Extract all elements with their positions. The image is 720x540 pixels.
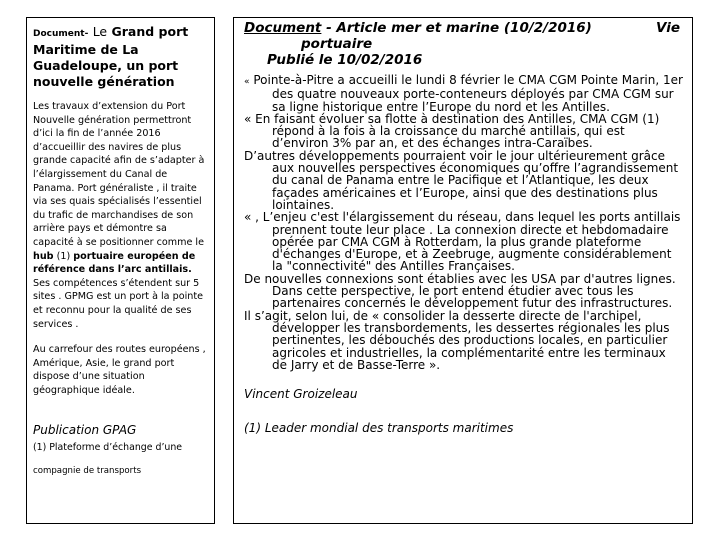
article-paragraph-3: D’autres développements pourraient voir le jour ultérieurement grâce aux nouvelles perspectives économiques qu’offre l’agrandissement du canal de Panama entre le Pacifique et l’Atlantique, les deux façades américaines et l’Europe, ainsi que des destinations plus lointaines. (244, 148, 679, 212)
hub-bold-text: portuaire européen de référence dans l’arc antillais. (33, 250, 196, 276)
left-para1-tail: Ses compétences s’étendent sur 5 sites . GPMG est un port à la pointe et reconnu pour la qualité de ses services . (33, 277, 203, 330)
left-para1-text: Les travaux d’extension du Port Nouvelle génération permettront d’ici la fin de l’année 2016 d’accueillir des navires de plus grande capacité afin de s’adapter à l’élargissement du Canal de Panama. Port généraliste , il traite via ses quais spécialisés l’essentiel du trafic de marchandises de son arrière pays et démontre sa capacité à se positionner comme le (33, 101, 205, 248)
left-doc-label: Document- (33, 29, 89, 39)
article-heading (244, 20, 684, 68)
author-signature: Vincent Groizeleau (244, 387, 358, 402)
article-p1-text: Pointe-à-Pitre a accueilli le lundi 8 février le CMA CGM Pointe Marin, 1er des quatre nouveaux porte-conteneurs déployés par CMA CGM sur sa ligne historique entre l’Europe du nord et les Antilles. (253, 73, 683, 114)
left-title (33, 24, 209, 90)
heading-document-label: Document (244, 20, 322, 36)
article-paragraph-2: « En faisant évoluer sa flotte à destination des Antilles, CMA CGM (1) répond à la fois à la croissance du marché antillais, qui est d’environ 3% par an, et des échanges intra-Caraïbes. (244, 111, 660, 151)
article-paragraph-4: « , L’enjeu c'est l'élargissement du réseau, dans lequel les ports antillais prennent toute leur place . La connexion directe et hebdomadaire opérée par CMA CGM à Rotterdam, la plus grande plateforme d'échanges d'Europe, et à Zeebruge, augmente considérablement la "connectivité" des Antilles Françaises. (244, 210, 681, 274)
heading-source: - Article mer et marine (10/2/2016) (326, 20, 592, 36)
open-quote: « (244, 77, 250, 87)
article-body (244, 74, 684, 371)
heading-date: Publié le 10/02/2016 (267, 52, 423, 68)
article-footnote: (1) Leader mondial des transports maritimes (244, 421, 514, 436)
right-panel (233, 17, 693, 524)
article-paragraph-5: De nouvelles connexions sont établies avec les USA par d'autres lignes. Dans cette perspective, le port entend étudier avec tous les partenaires concernés le développement futur des infrastructures. (244, 271, 676, 311)
hub-word: hub (33, 250, 54, 262)
left-title-le: Le (92, 24, 108, 39)
left-footnote-2: compagnie de transports (33, 466, 142, 477)
heading-portuaire: portuaire (301, 36, 373, 52)
left-paragraph-1 (33, 100, 209, 331)
left-footnote-1: (1) Plateforme d’échange d’une (33, 442, 183, 454)
left-paragraph-2: Au carrefour des routes européens , Amérique, Asie, le grand port dispose d’une situation géographique idéale. (33, 344, 206, 396)
left-panel (26, 17, 215, 524)
publication-label: Publication GPAG (33, 423, 137, 438)
article-paragraph-1 (244, 74, 684, 113)
heading-vie: Vie (656, 20, 680, 36)
article-paragraph-6: Il s’agit, selon lui, de « consolider la desserte directe de l'archipel, développer les transbordements, les dessertes régionales les plus pertinentes, les débouchés des productions locales, en particulier agricoles et industrielles, la complémentarité entre les terminaux de Jarry et de Basse-Terre ». (244, 308, 670, 372)
hub-note-marker: (1) (56, 250, 71, 262)
left-title-text: Grand port Maritime de La Guadeloupe, un port nouvelle génération (33, 24, 189, 89)
